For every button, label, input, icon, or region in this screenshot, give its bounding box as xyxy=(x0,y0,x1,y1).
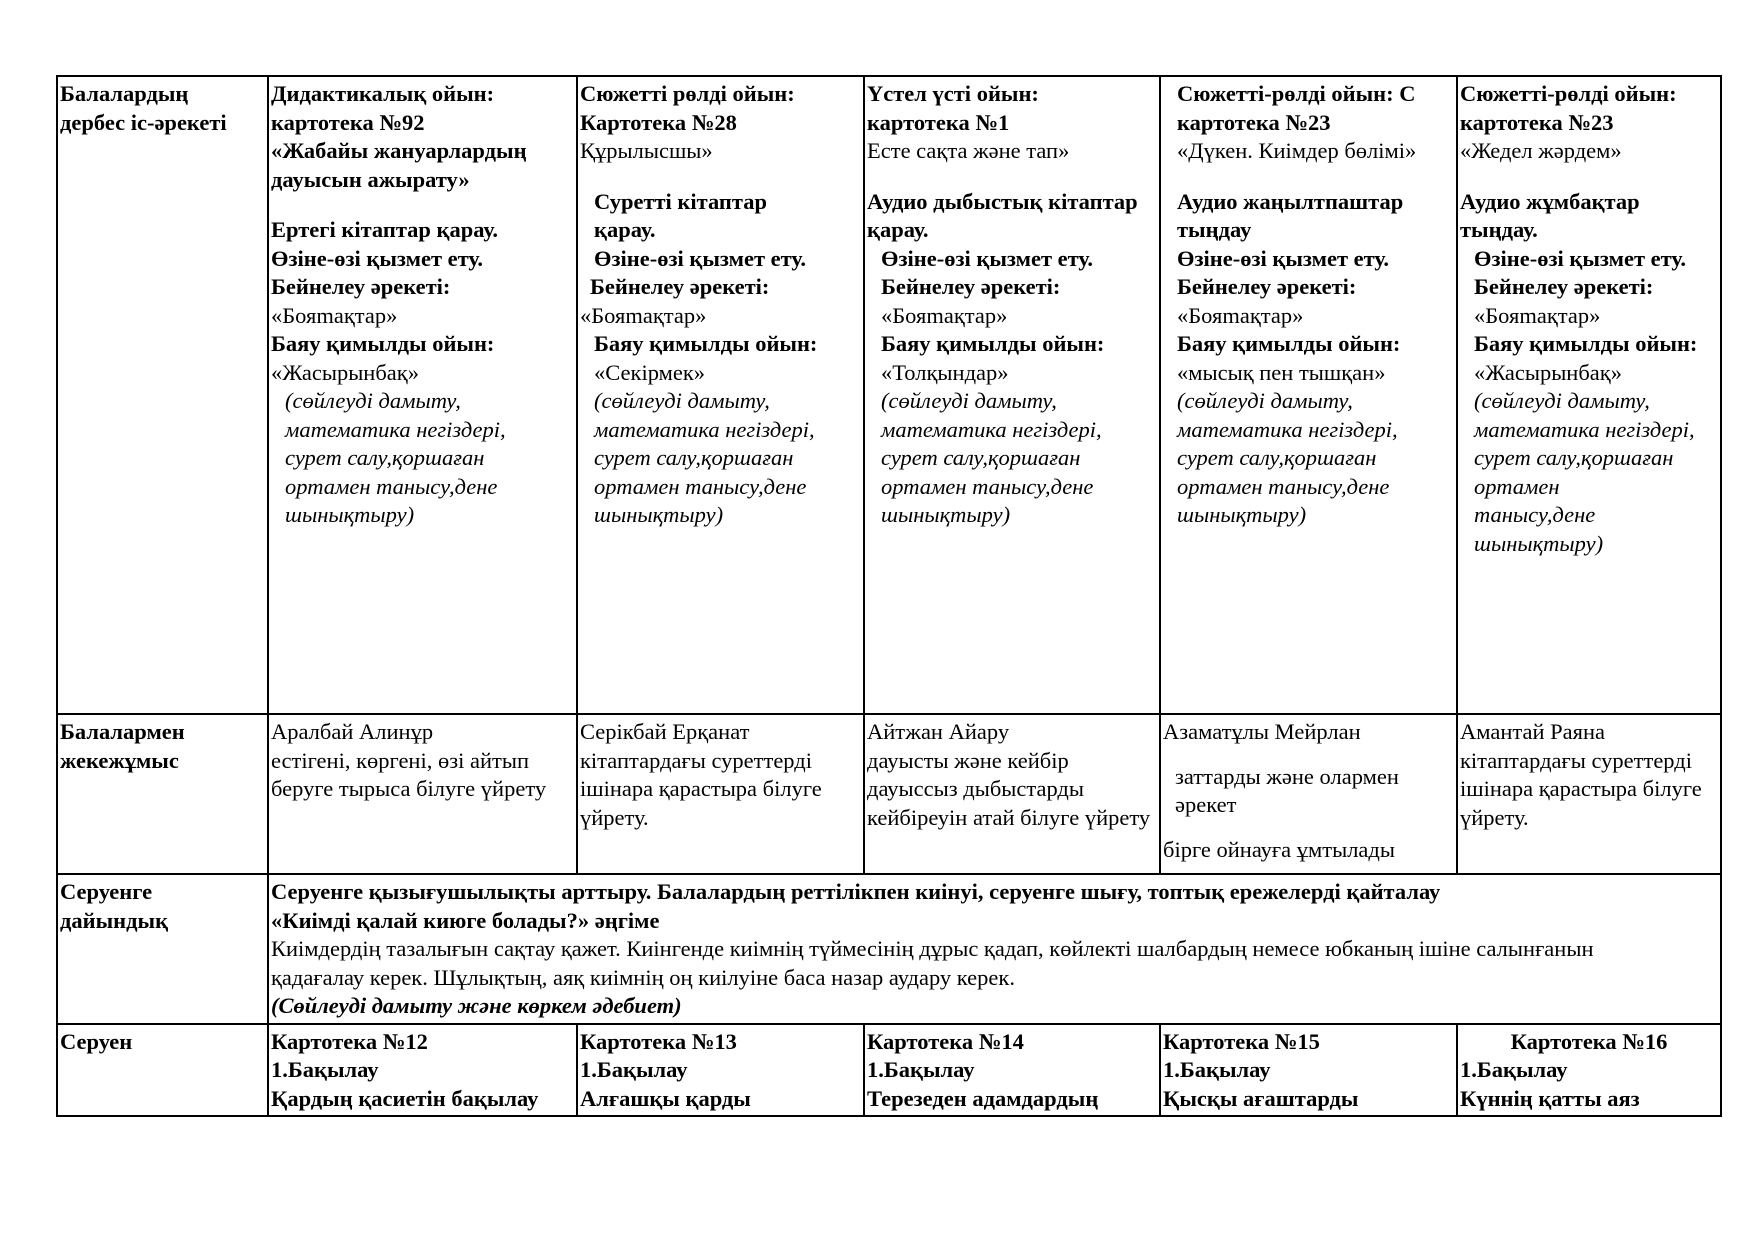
game-title: картотека №23 xyxy=(1177,109,1331,135)
observation-label: 1.Бақылау xyxy=(867,1057,975,1082)
observation-label: 1.Бақылау xyxy=(271,1057,379,1082)
game-title: Үстел үсті ойын: xyxy=(867,81,1039,106)
card-number: Картотека №15 xyxy=(1163,1028,1320,1054)
activity-text: Ертегі кітаптар қарау. xyxy=(271,217,498,242)
art-label: Бейнелеу әрекеті: xyxy=(590,274,770,299)
row-label-walk xyxy=(57,1024,268,1117)
note-line: математика негіздері, xyxy=(1474,416,1695,442)
note-line: сурет салу,қоршаған xyxy=(1177,445,1377,470)
activity-text: Аудио жаңылтпаштар xyxy=(1177,188,1404,214)
cell-independent-day2 xyxy=(577,76,864,714)
note-line: сурет салу,қоршаған xyxy=(1474,445,1674,470)
task-text: үйрету. xyxy=(580,804,649,830)
task-text: бірге ойнауға ұмтылады xyxy=(1163,836,1395,862)
art-value: «Бояmaқтар» xyxy=(1474,302,1601,328)
cell-walk-prep xyxy=(268,874,1721,1024)
task-text: дауыссыз дыбыстарды xyxy=(867,776,1084,801)
note-line: танысу,дене xyxy=(1474,502,1596,527)
task-text: ішінара қарастыра білуге xyxy=(580,776,822,801)
self-service-label: Өзіне-өзі қызмет ету. xyxy=(271,245,484,271)
cell-individual-day5 xyxy=(1457,714,1721,874)
task-text: ішінара қарастыра білуге xyxy=(1460,776,1702,801)
row-label-line: дайындық xyxy=(60,907,169,933)
task-text: кітаптардағы суреттерді xyxy=(580,747,812,773)
activity-text: Аудио жұмбақтар xyxy=(1460,188,1640,214)
note-line: сурет салу,қоршаған xyxy=(594,445,794,470)
game-title: Сюжетті-рөлді ойын: xyxy=(1460,81,1677,106)
observation-label: 1.Бақылау xyxy=(1163,1057,1271,1082)
note-line: ортамен xyxy=(1474,473,1560,499)
row-individual-work xyxy=(57,714,1721,874)
row-label-line: дербес іс-әрекеті xyxy=(60,109,227,135)
move-game-label: Баяу қимылды ойын: xyxy=(594,331,818,356)
task-text: дауысты және кейбір xyxy=(867,747,1069,773)
row-label-line: жекежұмыс xyxy=(60,747,179,773)
activity-text: Суретті кітаптар xyxy=(594,188,767,214)
art-value: «Бояmaқтар» xyxy=(881,302,1008,328)
observation-topic: Терезеден адамдардың xyxy=(867,1085,1099,1111)
observation-label: 1.Бақылау xyxy=(1460,1057,1568,1082)
move-game-label: Баяу қимылды ойын: xyxy=(271,331,495,356)
observation-label: 1.Бақылау xyxy=(580,1057,688,1082)
game-title: Сюжетті-рөлді ойын: С xyxy=(1177,81,1416,106)
activity-text: қарау. xyxy=(594,217,656,242)
child-name: Айтжан Айару xyxy=(867,719,1010,744)
art-value: «Бояmaқтар» xyxy=(271,302,398,328)
observation-topic: Қардың қасиетін бақылау xyxy=(271,1085,539,1111)
card-number: Картотека №13 xyxy=(580,1028,737,1054)
game-name: «Дүкен. Киімдер бөлімі» xyxy=(1177,138,1417,163)
activity-text: тыңдау. xyxy=(1460,217,1538,242)
observation-topic: Күннің қатты аяз xyxy=(1460,1085,1640,1111)
cell-walk-day5 xyxy=(1457,1024,1721,1117)
row-walk-preparation xyxy=(57,874,1721,1024)
activity-text: қарау. xyxy=(867,217,929,242)
note-line: ортамен танысу,дене xyxy=(285,473,498,499)
talk-title: «Киімді қалай киюге болады?» әңгіме xyxy=(271,907,660,933)
cell-individual-day3 xyxy=(864,714,1160,874)
activity-text: Аудио дыбыстық кітаптар xyxy=(867,188,1138,214)
observation-topic: Алғашқы қарды xyxy=(580,1085,751,1111)
note-line: математика негіздері, xyxy=(285,416,506,442)
row-label-individual xyxy=(57,714,268,874)
activity-text: тыңдау xyxy=(1177,217,1252,242)
note-line: ортамен танысу,дене xyxy=(594,473,807,499)
note-line: шынықтыру) xyxy=(881,502,1011,527)
game-name: Есте сақта және тап» xyxy=(867,138,1070,163)
game-name: «Жабайы жануарлардың xyxy=(271,138,527,163)
self-service-label: Өзіне-өзі қызмет ету. xyxy=(594,245,807,271)
game-title: картотека №23 xyxy=(1460,109,1614,135)
self-service-label: Өзіне-өзі қызмет ету. xyxy=(1474,245,1687,271)
cell-individual-day1 xyxy=(268,714,577,874)
note-line: шынықтыру) xyxy=(1177,502,1307,527)
note-line: ортамен танысу,дене xyxy=(1177,473,1390,499)
move-game-value: «мысық пен тышқан» xyxy=(1177,359,1386,385)
move-game-value: «Секірмек» xyxy=(594,359,706,385)
row-independent-activity xyxy=(57,76,1721,714)
task-text: кейбіреуін атай білуге үйрету xyxy=(867,804,1151,830)
task-text: үйрету. xyxy=(1460,804,1529,830)
note-line: математика негіздері, xyxy=(594,416,815,442)
game-title: Сюжетті рөлді ойын: xyxy=(580,81,795,106)
task-text: кітаптардағы суреттерді xyxy=(1460,747,1692,773)
walk-prep-note: (Сөйлеуді дамыту және көркем әдебиет) xyxy=(271,993,682,1018)
card-number: Картотека №16 xyxy=(1510,1028,1668,1054)
cell-walk-day4 xyxy=(1160,1024,1457,1117)
task-text: беруге тырыса білуге үйрету xyxy=(271,776,547,801)
note-line: ортамен танысу,дене xyxy=(881,473,1094,499)
move-game-value: «Жасырынбақ» xyxy=(271,359,419,385)
game-title: картотека №1 xyxy=(867,109,1010,135)
child-name: Серікбай Ерқанат xyxy=(580,719,750,744)
move-game-label: Баяу қимылды ойын: xyxy=(1474,331,1698,356)
note-line: (сөйлеуді дамыту, xyxy=(594,388,770,413)
observation-topic: Қысқы ағаштарды xyxy=(1163,1085,1359,1111)
art-label: Бейнелеу әрекеті: xyxy=(1474,274,1654,299)
note-line: шынықтыру) xyxy=(1474,530,1604,556)
note-line: (сөйлеуді дамыту, xyxy=(285,388,461,413)
note-line: сурет салу,қоршаған xyxy=(285,445,485,470)
art-value: «Бояmaқтар» xyxy=(580,302,707,328)
task-text: әрекет xyxy=(1175,792,1237,817)
daily-plan-table xyxy=(56,75,1722,1117)
move-game-value: «Толқындар» xyxy=(881,359,1009,385)
cell-independent-day5 xyxy=(1457,76,1721,714)
note-line: шынықтыру) xyxy=(594,502,724,527)
walk-prep-body: қадағалау керек. Шұлықтың, аяқ киімнің оң киілуіне баса назар аудару керек. xyxy=(271,964,1015,990)
cell-walk-day1 xyxy=(268,1024,577,1117)
self-service-label: Өзіне-өзі қызмет ету. xyxy=(1177,245,1390,271)
note-line: (сөйлеуді дамыту, xyxy=(1177,388,1353,413)
row-label-line: Серуен xyxy=(60,1028,133,1054)
child-name: Амантай Раяна xyxy=(1460,719,1605,744)
row-label-independent xyxy=(57,76,268,714)
cell-individual-day2 xyxy=(577,714,864,874)
cell-walk-day3 xyxy=(864,1024,1160,1117)
game-title: Дидактикалық ойын: xyxy=(271,81,495,106)
art-label: Бейнелеу әрекеті: xyxy=(271,274,451,299)
note-line: математика негіздері, xyxy=(881,416,1102,442)
self-service-label: Өзіне-өзі қызмет ету. xyxy=(881,245,1094,271)
row-label-line: Балалардың xyxy=(60,81,189,106)
game-name: дауысын ажырату» xyxy=(271,166,470,192)
child-name: Азаматұлы Мейрлан xyxy=(1163,719,1361,744)
note-line: (сөйлеуді дамыту, xyxy=(881,388,1057,413)
art-label: Бейнелеу әрекеті: xyxy=(881,274,1061,299)
game-name: «Жедел жәрдем» xyxy=(1460,138,1622,163)
row-walk xyxy=(57,1024,1721,1117)
note-line: математика негіздері, xyxy=(1177,416,1398,442)
task-text: заттарды және олармен xyxy=(1175,763,1399,789)
task-text: естігені, көргені, өзі айтып xyxy=(271,747,530,773)
walk-prep-body: Киімдердің тазалығын сақтау қажет. Киінгенде киімнің түймесінің дұрыс қадап, көйлекті шалбардың немесе юбканың ішіне салынғанын xyxy=(271,936,1594,961)
cell-independent-day4 xyxy=(1160,76,1457,714)
walk-prep-headline: Серуенге қызығушылықты арттыру. Балалардың реттілікпен киінуі, серуенге шығу, топтық ережелерді қайталау xyxy=(271,879,1441,904)
cell-individual-day4 xyxy=(1160,714,1457,874)
art-label: Бейнелеу әрекеті: xyxy=(1177,274,1357,299)
note-line: шынықтыру) xyxy=(285,502,415,527)
note-line: (сөйлеуді дамыту, xyxy=(1474,388,1650,413)
cell-independent-day3 xyxy=(864,76,1160,714)
child-name: Аралбай Алинұр xyxy=(271,719,434,744)
row-label-line: Серуенге xyxy=(60,879,153,904)
art-value: «Бояmaқтар» xyxy=(1177,302,1304,328)
cell-independent-day1 xyxy=(268,76,577,714)
card-number: Картотека №14 xyxy=(867,1028,1024,1054)
game-title: картотека №92 xyxy=(271,109,425,135)
game-title: Картотека №28 xyxy=(580,109,737,135)
note-line: сурет салу,қоршаған xyxy=(881,445,1081,470)
row-label-walk-prep xyxy=(57,874,268,1024)
row-label-line: Балалармен xyxy=(60,719,185,744)
card-number: Картотека №12 xyxy=(271,1028,428,1054)
move-game-value: «Жасырынбақ» xyxy=(1474,359,1622,385)
cell-walk-day2 xyxy=(577,1024,864,1117)
move-game-label: Баяу қимылды ойын: xyxy=(1177,331,1401,356)
move-game-label: Баяу қимылды ойын: xyxy=(881,331,1105,356)
game-name: Құрылысшы» xyxy=(580,138,713,163)
